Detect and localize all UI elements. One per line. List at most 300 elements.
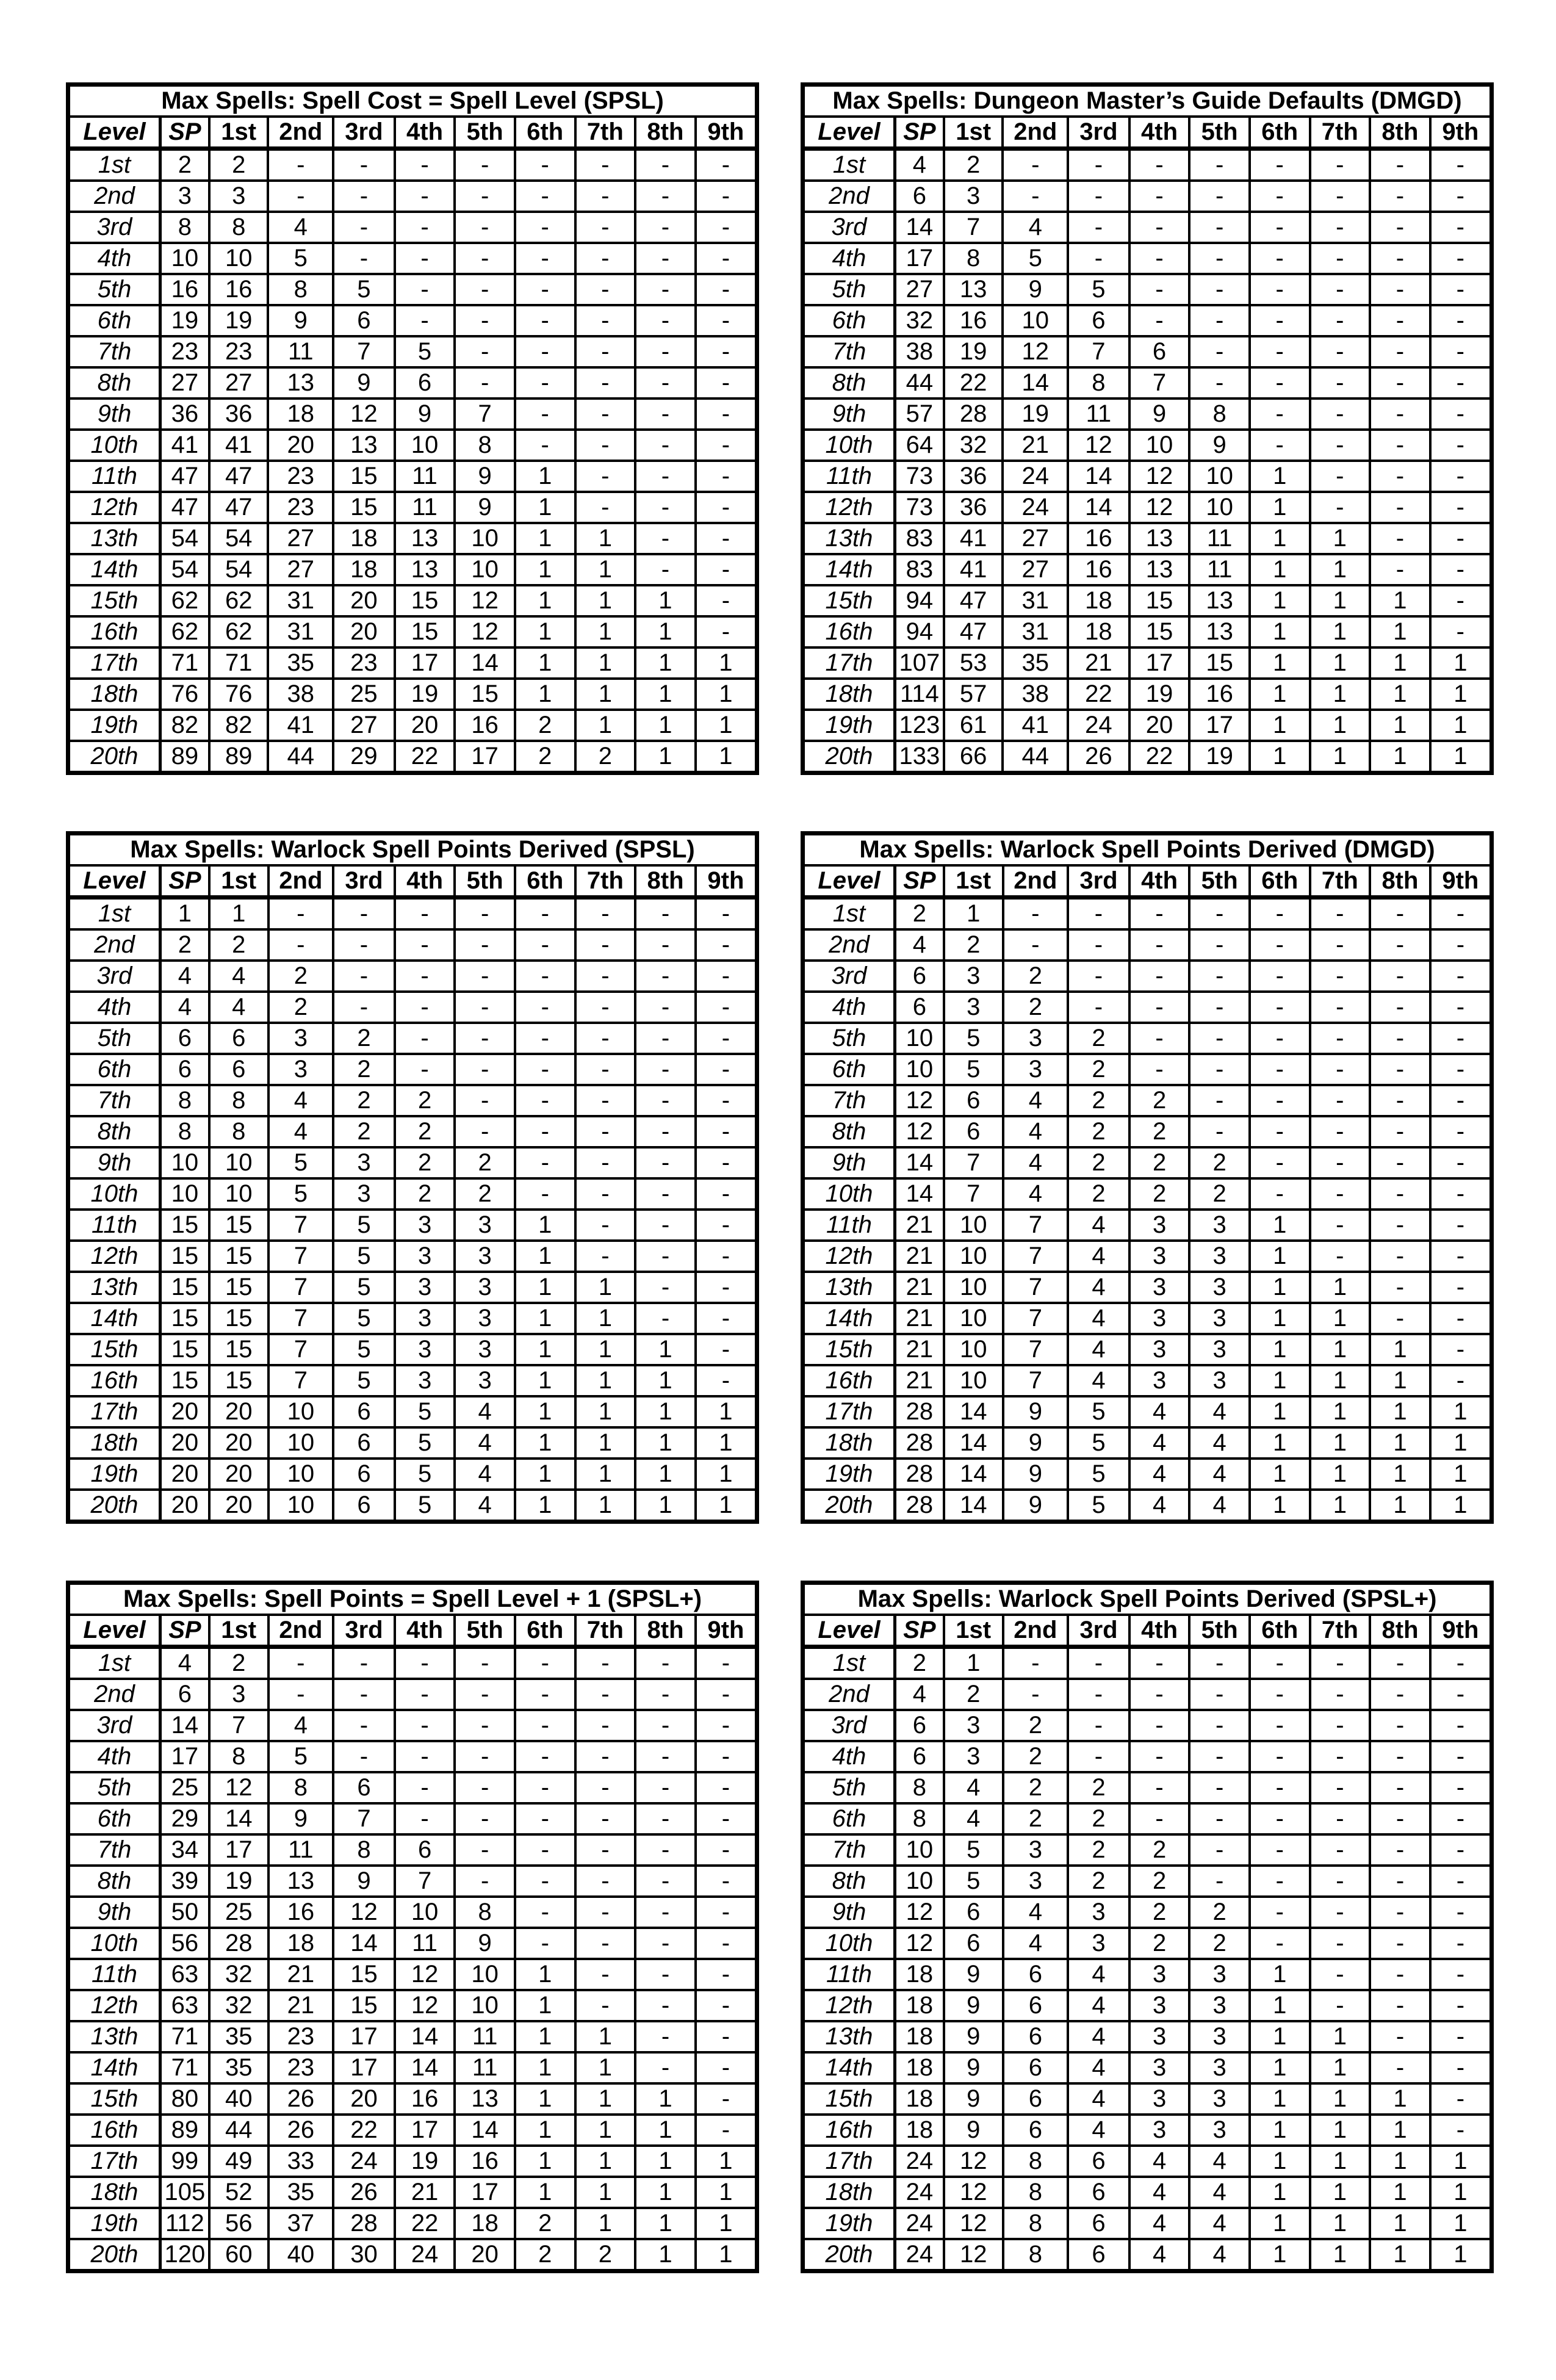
slot-cell: 47 xyxy=(944,616,1003,647)
sp-cell: 94 xyxy=(895,616,943,647)
level-cell: 17th xyxy=(68,2146,160,2177)
slot-cell: 9 xyxy=(944,1990,1003,2021)
slot-cell: 1 xyxy=(635,1334,696,1365)
slot-cell: 10 xyxy=(395,1897,455,1928)
slot-cell: 24 xyxy=(1068,710,1129,741)
slot-cell: 16 xyxy=(1068,554,1129,585)
slot-cell: - xyxy=(635,274,696,305)
slot-cell: 7 xyxy=(268,1303,334,1334)
slot-cell: 1 xyxy=(1250,1427,1310,1459)
column-header: 2nd xyxy=(268,1615,334,1647)
slot-cell: 12 xyxy=(944,2146,1003,2177)
slot-cell: - xyxy=(1310,1054,1371,1085)
slot-cell: 3 xyxy=(209,1679,268,1710)
slot-cell: - xyxy=(696,1365,757,1396)
slot-cell: - xyxy=(575,1990,636,2021)
slot-cell: 12 xyxy=(395,1990,455,2021)
table-row xyxy=(803,741,1492,773)
slot-cell: - xyxy=(1430,461,1492,492)
slot-cell: 1 xyxy=(1310,2239,1371,2271)
sp-cell: 112 xyxy=(160,2208,209,2239)
slot-cell: - xyxy=(395,181,455,212)
slot-cell: - xyxy=(515,1710,575,1741)
slot-cell: - xyxy=(1370,1834,1430,1866)
slot-cell: 15 xyxy=(333,1959,395,1990)
sp-cell: 15 xyxy=(160,1365,209,1396)
sp-cell: 15 xyxy=(160,1210,209,1241)
slot-cell: 16 xyxy=(268,1897,334,1928)
slot-cell: 6 xyxy=(944,1897,1003,1928)
header-row xyxy=(68,865,757,898)
slot-cell: - xyxy=(696,461,757,492)
slot-cell: 5 xyxy=(1003,243,1068,274)
slot-cell: 1 xyxy=(515,2115,575,2146)
table-warlock-dmgd xyxy=(801,831,1494,1524)
sp-cell: 56 xyxy=(160,1928,209,1959)
slot-cell: - xyxy=(635,1241,696,1272)
column-header: 5th xyxy=(1189,1615,1250,1647)
slot-cell: - xyxy=(1129,305,1190,336)
sp-cell: 82 xyxy=(160,710,209,741)
sp-cell: 71 xyxy=(160,2021,209,2052)
slot-cell: 12 xyxy=(455,585,515,616)
table-title: Max Spells: Warlock Spell Points Derived (SPSL+) xyxy=(803,1583,1492,1615)
slot-cell: 20 xyxy=(395,710,455,741)
slot-cell: 3 xyxy=(1129,2021,1190,2052)
slot-cell: 15 xyxy=(333,461,395,492)
slot-cell: 23 xyxy=(333,647,395,679)
table-row xyxy=(68,1459,757,1490)
slot-cell: 6 xyxy=(333,1427,395,1459)
slot-cell: 10 xyxy=(268,1490,334,1522)
slot-cell: 1 xyxy=(575,1459,636,1490)
slot-cell: 14 xyxy=(1003,367,1068,398)
slot-cell: 1 xyxy=(575,2115,636,2146)
slot-cell: 10 xyxy=(268,1396,334,1427)
slot-cell: - xyxy=(1250,1897,1310,1928)
slot-cell: - xyxy=(696,1647,757,1679)
slot-cell: 20 xyxy=(209,1427,268,1459)
slot-cell: - xyxy=(1250,1647,1310,1679)
slot-cell: - xyxy=(1370,1741,1430,1772)
slot-cell: 1 xyxy=(1250,1396,1310,1427)
table-row xyxy=(803,181,1492,212)
table-row xyxy=(68,1990,757,2021)
slot-cell: - xyxy=(1310,1023,1371,1054)
slot-cell: 3 xyxy=(1129,1365,1190,1396)
slot-cell: - xyxy=(635,1710,696,1741)
level-cell: 12th xyxy=(68,1241,160,1272)
slot-cell: - xyxy=(575,1803,636,1834)
slot-cell: 11 xyxy=(1068,398,1129,430)
slot-cell: - xyxy=(635,961,696,992)
table-warlock-spsl-plus xyxy=(801,1581,1494,2273)
sp-cell: 6 xyxy=(895,961,943,992)
slot-cell: - xyxy=(696,336,757,367)
slot-cell: 1 xyxy=(515,2021,575,2052)
slot-cell: 3 xyxy=(1129,2083,1190,2115)
slot-cell: - xyxy=(696,1803,757,1834)
slot-cell: - xyxy=(1370,1303,1430,1334)
slot-cell: 15 xyxy=(209,1303,268,1334)
slot-cell: 27 xyxy=(268,554,333,585)
slot-cell: 1 xyxy=(1250,647,1310,679)
slot-cell: 1 xyxy=(696,1490,757,1522)
slot-cell: 3 xyxy=(1129,2052,1190,2083)
slot-cell: 1 xyxy=(1250,710,1310,741)
slot-cell: 8 xyxy=(455,1897,515,1928)
slot-cell: 5 xyxy=(944,1023,1003,1054)
table-row xyxy=(68,1427,757,1459)
slot-cell: 15 xyxy=(1189,647,1250,679)
slot-cell: 1 xyxy=(1430,710,1492,741)
slot-cell: 6 xyxy=(209,1023,268,1054)
slot-cell: 1 xyxy=(696,741,757,773)
slot-cell: - xyxy=(1310,305,1371,336)
slot-cell: - xyxy=(635,1303,696,1334)
slot-cell: - xyxy=(575,898,636,930)
slot-cell: 7 xyxy=(209,1710,268,1741)
slot-cell: 4 xyxy=(268,212,333,243)
table-row xyxy=(68,2083,757,2115)
slot-cell: - xyxy=(1310,1959,1371,1990)
slot-cell: 1 xyxy=(1250,1365,1310,1396)
slot-cell: - xyxy=(395,1710,455,1741)
level-cell: 1st xyxy=(803,149,895,181)
slot-cell: 1 xyxy=(515,2052,575,2083)
slot-cell: - xyxy=(1370,243,1430,274)
slot-cell: - xyxy=(575,212,636,243)
slot-cell: - xyxy=(1370,1241,1430,1272)
table-row xyxy=(803,1241,1492,1272)
slot-cell: 3 xyxy=(268,1054,334,1085)
level-cell: 14th xyxy=(803,554,895,585)
slot-cell: 1 xyxy=(1310,2052,1371,2083)
sp-cell: 76 xyxy=(160,679,209,710)
slot-cell: - xyxy=(696,1679,757,1710)
slot-cell: 3 xyxy=(944,1741,1003,1772)
slot-cell: 14 xyxy=(209,1803,268,1834)
slot-cell: 54 xyxy=(209,523,268,554)
slot-cell: 3 xyxy=(1129,1334,1190,1365)
slot-cell: 1 xyxy=(1250,554,1310,585)
slot-cell: - xyxy=(395,274,455,305)
slot-cell: 9 xyxy=(333,367,395,398)
slot-cell: - xyxy=(635,492,696,523)
slot-cell: - xyxy=(1370,1897,1430,1928)
column-header: 6th xyxy=(515,865,575,898)
sp-cell: 14 xyxy=(895,1147,943,1178)
slot-cell: - xyxy=(1310,1897,1371,1928)
slot-cell: 2 xyxy=(268,961,334,992)
sp-cell: 10 xyxy=(895,1054,943,1085)
table-row xyxy=(68,336,757,367)
slot-cell: 2 xyxy=(1068,1023,1129,1054)
slot-cell: 2 xyxy=(1003,1803,1068,1834)
slot-cell: - xyxy=(575,149,636,181)
slot-cell: 1 xyxy=(515,1241,575,1272)
slot-cell: - xyxy=(635,1210,696,1241)
slot-cell: 1 xyxy=(1370,2177,1430,2208)
slot-cell: - xyxy=(696,1272,757,1303)
slot-cell: - xyxy=(1250,1741,1310,1772)
slot-cell: 1 xyxy=(696,1459,757,1490)
slot-cell: 2 xyxy=(515,741,575,773)
slot-cell: - xyxy=(575,1679,636,1710)
table-row xyxy=(803,1959,1492,1990)
slot-cell: 11 xyxy=(268,336,333,367)
slot-cell: 3 xyxy=(268,1023,334,1054)
slot-cell: 14 xyxy=(455,2115,515,2146)
slot-cell: 5 xyxy=(268,1147,334,1178)
slot-cell: - xyxy=(1250,243,1310,274)
slot-cell: 3 xyxy=(944,961,1003,992)
slot-cell: - xyxy=(1068,243,1129,274)
slot-cell: - xyxy=(1430,585,1492,616)
level-cell: 4th xyxy=(68,1741,160,1772)
slot-cell: 1 xyxy=(635,741,696,773)
slot-cell: 4 xyxy=(944,1803,1003,1834)
slot-cell: 1 xyxy=(1310,2177,1371,2208)
slot-cell: 3 xyxy=(455,1303,515,1334)
sp-cell: 36 xyxy=(160,398,209,430)
slot-cell: 9 xyxy=(944,2115,1003,2146)
slot-cell: 4 xyxy=(455,1396,515,1427)
slot-cell: 1 xyxy=(575,2021,636,2052)
table-row xyxy=(803,2052,1492,2083)
sp-cell: 10 xyxy=(895,1023,943,1054)
level-cell: 10th xyxy=(803,1928,895,1959)
level-cell: 18th xyxy=(68,679,160,710)
slot-cell: 2 xyxy=(333,1023,395,1054)
slot-cell: 1 xyxy=(1370,1459,1430,1490)
level-cell: 16th xyxy=(68,616,160,647)
slot-cell: - xyxy=(1129,898,1190,930)
slot-cell: 1 xyxy=(696,710,757,741)
slot-cell: 18 xyxy=(268,1928,334,1959)
slot-cell: - xyxy=(515,1085,575,1116)
slot-cell: 18 xyxy=(455,2208,515,2239)
table-row xyxy=(68,1834,757,1866)
slot-cell: 2 xyxy=(395,1178,455,1210)
slot-cell: 12 xyxy=(333,1897,395,1928)
slot-cell: - xyxy=(455,1866,515,1897)
slot-cell: 1 xyxy=(944,1647,1003,1679)
table-row xyxy=(68,1866,757,1897)
slot-cell: 15 xyxy=(209,1334,268,1365)
slot-cell: 6 xyxy=(395,367,455,398)
column-header: 8th xyxy=(635,1615,696,1647)
slot-cell: - xyxy=(696,212,757,243)
slot-cell: - xyxy=(515,1803,575,1834)
slot-cell: - xyxy=(1310,1741,1371,1772)
column-header: 3rd xyxy=(333,1615,395,1647)
level-cell: 3rd xyxy=(803,961,895,992)
sp-cell: 8 xyxy=(160,1085,209,1116)
slot-cell: - xyxy=(1129,1710,1190,1741)
slot-cell: - xyxy=(455,1741,515,1772)
slot-cell: 4 xyxy=(1189,1427,1250,1459)
slot-cell: - xyxy=(1068,212,1129,243)
sp-cell: 8 xyxy=(895,1803,943,1834)
slot-cell: 9 xyxy=(268,305,333,336)
table-row xyxy=(803,1147,1492,1178)
slot-cell: 27 xyxy=(268,523,333,554)
sp-cell: 57 xyxy=(895,398,943,430)
level-cell: 18th xyxy=(803,679,895,710)
slot-cell: - xyxy=(1189,274,1250,305)
slot-cell: 21 xyxy=(395,2177,455,2208)
slot-cell: 8 xyxy=(944,243,1003,274)
column-header: SP xyxy=(160,117,209,149)
slot-cell: 9 xyxy=(944,2083,1003,2115)
sp-cell: 4 xyxy=(895,149,943,181)
table-row xyxy=(68,2177,757,2208)
column-header: 5th xyxy=(455,117,515,149)
column-header: 4th xyxy=(395,117,455,149)
slot-cell: 4 xyxy=(1129,1490,1190,1522)
slot-cell: 9 xyxy=(944,2052,1003,2083)
slot-cell: - xyxy=(333,181,395,212)
slot-cell: 6 xyxy=(1068,305,1129,336)
slot-cell: - xyxy=(1430,929,1492,961)
slot-cell: 9 xyxy=(455,1928,515,1959)
slot-cell: 1 xyxy=(1310,1459,1371,1490)
level-cell: 5th xyxy=(68,1772,160,1803)
slot-cell: 4 xyxy=(455,1427,515,1459)
slot-cell: 2 xyxy=(209,1647,268,1679)
slot-cell: 2 xyxy=(209,929,268,961)
sp-cell: 4 xyxy=(895,1679,943,1710)
slot-cell: - xyxy=(1430,305,1492,336)
slot-cell: 10 xyxy=(268,1427,334,1459)
slot-cell: 1 xyxy=(1370,710,1430,741)
table-row xyxy=(803,898,1492,930)
slot-cell: 47 xyxy=(209,492,268,523)
slot-cell: 16 xyxy=(944,305,1003,336)
sp-cell: 16 xyxy=(160,274,209,305)
slot-cell: - xyxy=(1430,1647,1492,1679)
slot-cell: 1 xyxy=(635,2208,696,2239)
slot-cell: - xyxy=(635,1866,696,1897)
slot-cell: 40 xyxy=(268,2239,334,2271)
slot-cell: - xyxy=(575,1710,636,1741)
slot-cell: 82 xyxy=(209,710,268,741)
slot-cell: - xyxy=(455,1085,515,1116)
table-row xyxy=(68,1334,757,1365)
slot-cell: 2 xyxy=(1003,961,1068,992)
slot-cell: - xyxy=(1430,336,1492,367)
slot-cell: - xyxy=(395,992,455,1023)
slot-cell: - xyxy=(1129,992,1190,1023)
slot-cell: 47 xyxy=(209,461,268,492)
slot-cell: 2 xyxy=(395,1085,455,1116)
slot-cell: - xyxy=(1310,1647,1371,1679)
slot-cell: 7 xyxy=(1003,1210,1068,1241)
slot-cell: 22 xyxy=(395,2208,455,2239)
slot-cell: 18 xyxy=(1068,585,1129,616)
slot-cell: - xyxy=(395,212,455,243)
slot-cell: 14 xyxy=(944,1396,1003,1427)
table-row xyxy=(803,710,1492,741)
slot-cell: - xyxy=(696,1085,757,1116)
table-row xyxy=(803,1272,1492,1303)
level-cell: 4th xyxy=(803,1741,895,1772)
level-cell: 13th xyxy=(803,2021,895,2052)
level-cell: 15th xyxy=(803,2083,895,2115)
level-cell: 13th xyxy=(803,1272,895,1303)
slot-cell: - xyxy=(268,1679,334,1710)
slot-cell: - xyxy=(696,929,757,961)
level-cell: 7th xyxy=(68,1834,160,1866)
slot-cell: - xyxy=(333,898,395,930)
slot-cell: - xyxy=(395,1647,455,1679)
sp-cell: 21 xyxy=(895,1334,943,1365)
slot-cell: - xyxy=(696,1210,757,1241)
slot-cell: 1 xyxy=(696,2208,757,2239)
level-cell: 4th xyxy=(68,243,160,274)
sp-cell: 62 xyxy=(160,616,209,647)
slot-cell: 9 xyxy=(268,1803,334,1834)
slot-cell: 3 xyxy=(1189,1959,1250,1990)
slot-cell: 4 xyxy=(1189,2177,1250,2208)
slot-cell: - xyxy=(696,243,757,274)
slot-cell: 4 xyxy=(1129,1427,1190,1459)
slot-cell: 3 xyxy=(1189,2115,1250,2146)
sp-cell: 6 xyxy=(160,1023,209,1054)
sp-cell: 28 xyxy=(895,1427,943,1459)
slot-cell: 5 xyxy=(333,1272,395,1303)
slot-cell: - xyxy=(696,554,757,585)
slot-cell: - xyxy=(1430,1710,1492,1741)
column-header: 5th xyxy=(455,1615,515,1647)
table-spsl-plus xyxy=(66,1581,759,2273)
sp-cell: 24 xyxy=(895,2177,943,2208)
slot-cell: - xyxy=(1250,430,1310,461)
slot-cell: 1 xyxy=(944,898,1003,930)
level-cell: 20th xyxy=(803,2239,895,2271)
slot-cell: 5 xyxy=(333,1334,395,1365)
slot-cell: 5 xyxy=(268,1178,334,1210)
slot-cell: 6 xyxy=(944,1928,1003,1959)
slot-cell: 47 xyxy=(944,585,1003,616)
table-row xyxy=(68,1396,757,1427)
slot-cell: - xyxy=(635,1023,696,1054)
slot-cell: 7 xyxy=(944,1178,1003,1210)
header-row xyxy=(68,117,757,149)
level-cell: 9th xyxy=(803,1147,895,1178)
slot-cell: - xyxy=(1068,961,1129,992)
slot-cell: 6 xyxy=(333,1490,395,1522)
slot-cell: - xyxy=(1430,1897,1492,1928)
slot-cell: - xyxy=(696,1241,757,1272)
slot-cell: 17 xyxy=(1189,710,1250,741)
slot-cell: 5 xyxy=(268,1741,334,1772)
slot-cell: - xyxy=(635,929,696,961)
slot-cell: - xyxy=(575,1834,636,1866)
slot-cell: 1 xyxy=(515,1396,575,1427)
table-row xyxy=(68,1897,757,1928)
slot-cell: - xyxy=(575,1178,636,1210)
level-cell: 11th xyxy=(803,461,895,492)
slot-cell: - xyxy=(635,1959,696,1990)
slot-cell: 1 xyxy=(1310,647,1371,679)
table-row xyxy=(803,2083,1492,2115)
slot-cell: - xyxy=(575,961,636,992)
slot-cell: - xyxy=(1068,181,1129,212)
level-cell: 14th xyxy=(68,2052,160,2083)
slot-cell: 4 xyxy=(1068,1272,1129,1303)
